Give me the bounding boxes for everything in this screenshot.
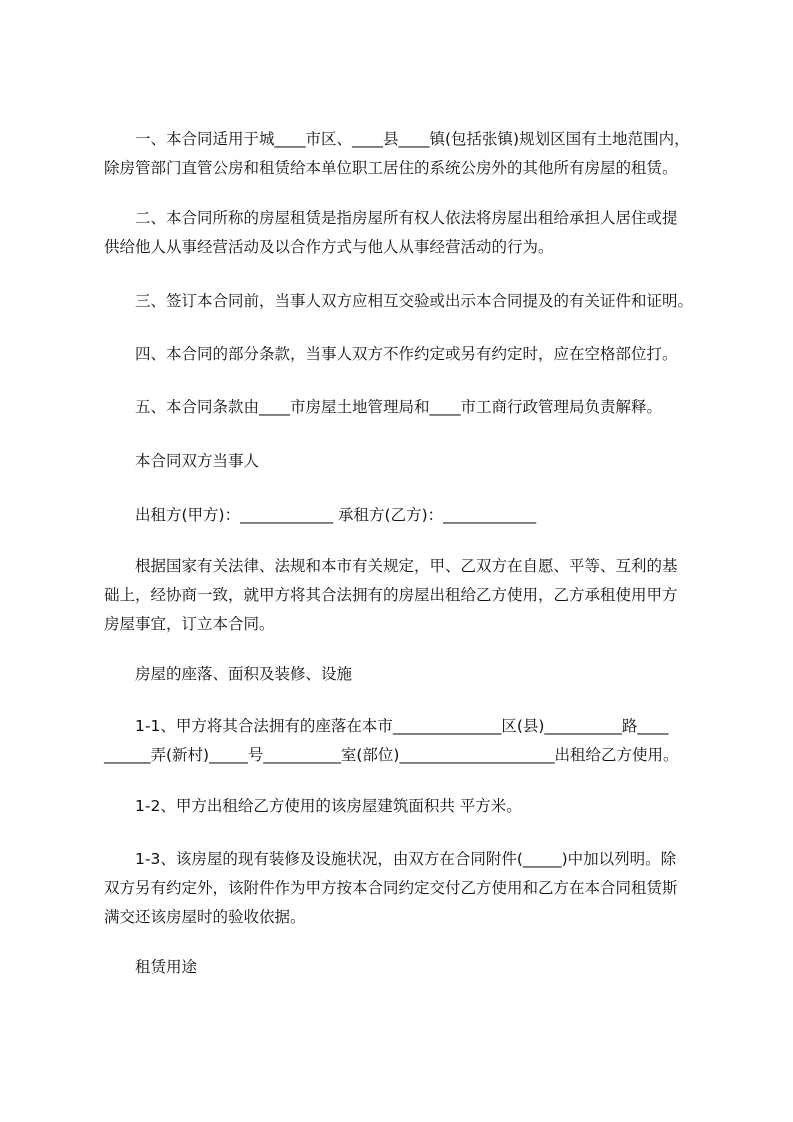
clause-2 [104, 204, 704, 262]
clause-1-3-line-1: 1-3、该房屋的现有装修及设施状况，由双方在合同附件(_____)中加以列明。除 [104, 850, 677, 868]
clause-1-2-line-1: 1-2、甲方出租给乙方使用的该房屋建筑面积共 平方米。 [104, 797, 522, 815]
clause-1-1-line-2: ______弄(新村)_____号__________室(部位)____________________出租给乙方使用。 [104, 746, 679, 764]
clause-1-line-2: 除房管部门直管公房和租赁给本单位职工居住的系统公房外的其他所有房屋的租赁。 [104, 159, 678, 177]
preamble [104, 552, 704, 639]
clause-3 [104, 287, 704, 316]
clause-2-line-2: 供给他人从事经营活动及以合作方式与他人从事经营活动的行为。 [104, 238, 554, 256]
clause-1-1 [104, 712, 704, 770]
section-location-heading [104, 660, 704, 689]
clause-4 [104, 340, 704, 369]
clause-1-1-line-1: 1-1、甲方将其合法拥有的座落在本市______________区(县)__________路____ [104, 717, 669, 735]
section-location-heading-line: 房屋的座落、面积及装修、设施 [104, 665, 353, 683]
section-usage-heading [104, 953, 704, 982]
clause-5 [104, 393, 704, 422]
parties-line [104, 501, 704, 530]
clause-1 [104, 125, 704, 183]
clause-1-2 [104, 792, 704, 821]
clause-2-line-1: 二、本合同所称的房屋租赁是指房屋所有权人依法将房屋出租给承担人居住或提 [104, 209, 678, 227]
lessor-lessee-line: 出租方(甲方)：____________ 承租方(乙方)：____________ [104, 506, 537, 524]
clause-1-line-1: 一、本合同适用于城____市区、____县____镇(包括张镇)规划区国有土地范围内， [104, 130, 690, 148]
parties-heading-line: 本合同双方当事人 [104, 452, 260, 470]
parties-heading [104, 447, 704, 476]
preamble-line-2: 础上，经协商一致，就甲方将其合法拥有的房屋出租给乙方使用，乙方承租使用甲方 [104, 586, 678, 604]
clause-4-line-1: 四、本合同的部分条款，当事人双方不作约定或另有约定时，应在空格部位打。 [104, 345, 678, 363]
clause-1-3-line-2: 双方另有约定外，该附件作为甲方按本合同约定交付乙方使用和乙方在本合同租赁斯 [104, 879, 678, 897]
clause-1-3 [104, 845, 704, 932]
preamble-line-3: 房屋事宜，订立本合同。 [104, 615, 275, 633]
clause-5-line-1: 五、本合同条款由____市房屋土地管理局和____市工商行政管理局负责解释。 [104, 398, 663, 416]
section-usage-heading-line: 租赁用途 [104, 958, 198, 976]
clause-3-line-1: 三、签订本合同前，当事人双方应相互交验或出示本合同提及的有关证件和证明。 [104, 292, 694, 310]
clause-1-3-line-3: 满交还该房屋时的验收依据。 [104, 908, 306, 926]
preamble-line-1: 根据国家有关法律、法规和本市有关规定，甲、乙双方在自愿、平等、互利的基 [104, 557, 678, 575]
